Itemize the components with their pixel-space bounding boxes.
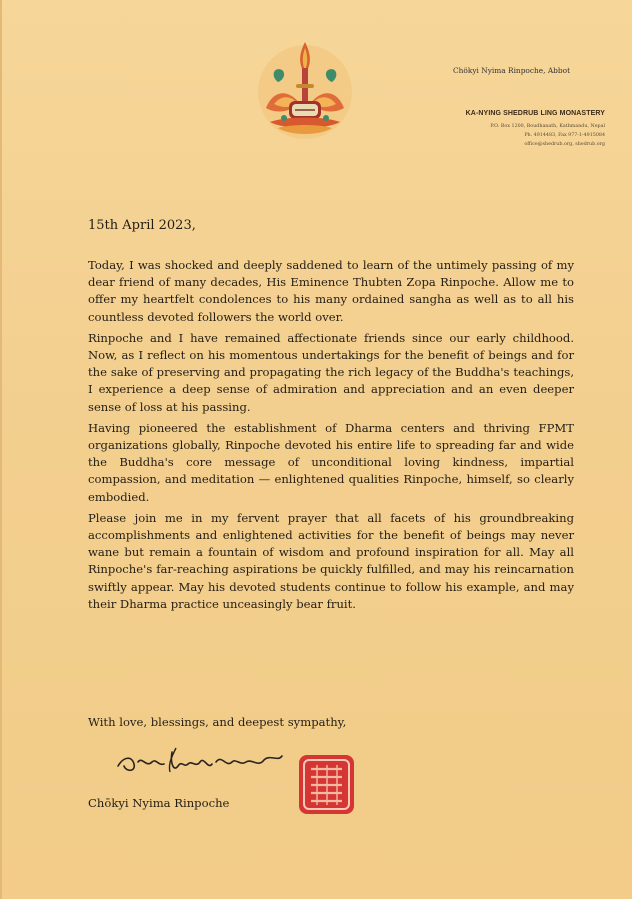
- signatory-name: Chōkyi Nyima Rinpoche: [88, 796, 230, 810]
- paragraph: Having pioneered the establishment of Dharma centers and thriving FPMT organizations globally, Rinpoche devoted his entire life to spreading far and wide the Buddha's core message of unconditional loving kindness, impartial compassion, and meditation — enlightened qualities Rinpoche, himself, so clearly embodied.: [88, 420, 574, 504]
- closing-line: With love, blessings, and deepest sympathy,: [88, 715, 347, 729]
- phone-line: Ph. 4914483, Fax 977-1-4915084: [524, 133, 605, 138]
- paragraph: Rinpoche and I have remained affectionate friends since our early childhood. Now, as I reflect on his momentous undertakings for the benefit of beings and for the sake of preserving and propagating the rich legacy of the Buddha's teachings, I experience a deep sense of admiration and appreciation and an even deeper sense of loss at his passing.: [88, 330, 574, 414]
- letter-date: 15th April 2023,: [88, 218, 196, 233]
- monastery-name: KA-NYING SHEDRUB LING MONASTERY: [465, 110, 605, 117]
- contact-line: office@shedrub.org, shedrub.org: [524, 142, 605, 147]
- paragraph: Today, I was shocked and deeply saddened to learn of the untimely passing of my dear friend of many decades, His Eminence Thubten Zopa Rinpoche. Allow me to offer my heartfelt condolences to his many ordained sangha as well as to all his countless devoted followers the world over.: [88, 258, 574, 324]
- monastery-emblem-icon: [256, 38, 354, 144]
- address-line: P.O. Box 1200, Boudhanath, Kathmandu, Nepal: [490, 124, 605, 129]
- paragraph: Please join me in my fervent prayer that all facets of his groundbreaking accomplishments and enlightened activities for the benefit of beings may never wane but remain a fountain of wisdom and profound inspiration for all. May all Rinpoche's far-reaching aspirations be quickly fulfilled, and may his reincarnation swiftly appear. May his devoted students continue to follow his example, and may their Dharma practice unceasingly bear fruit.: [88, 510, 574, 611]
- signature-icon: [112, 742, 308, 782]
- red-seal-icon: [297, 753, 356, 816]
- abbot-line: Chökyi Nyima Rinpoche, Abbot: [453, 66, 571, 75]
- letter-body: [88, 257, 574, 617]
